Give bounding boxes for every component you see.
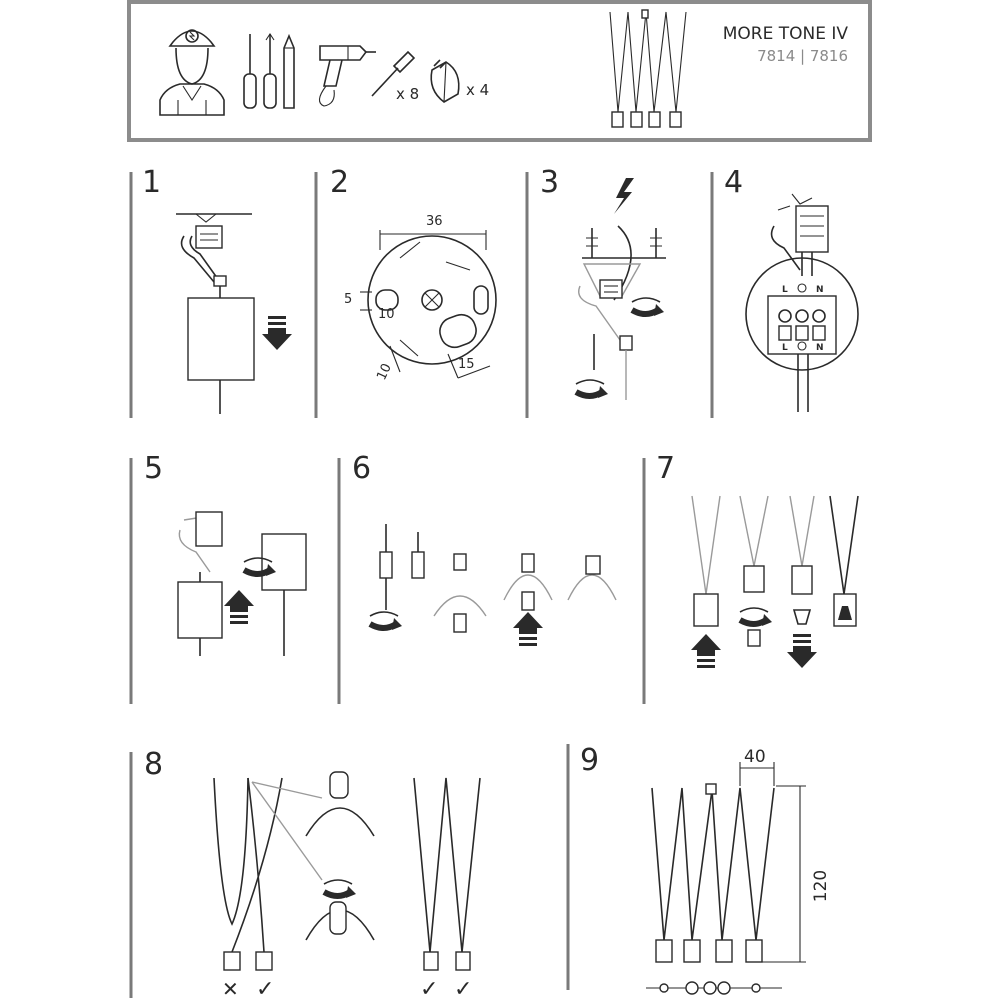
step-2 (316, 165, 496, 418)
step-number: 5 (144, 451, 164, 486)
dim-10b: 10 (374, 361, 395, 383)
up-arrow-icon (513, 612, 543, 646)
step-number: 6 (352, 451, 372, 486)
step-number: 2 (330, 165, 350, 200)
down-arrow-icon (787, 634, 817, 668)
step-1 (131, 165, 292, 418)
correct-icon: ✓ (256, 977, 275, 1000)
bulb-count: x 4 (466, 81, 490, 99)
dim-40: 40 (744, 747, 766, 767)
product-codes: 7814 | 7816 (757, 47, 848, 65)
rotate-icon (740, 608, 772, 626)
step-number: 8 (144, 747, 164, 782)
step-3 (527, 165, 666, 418)
terminal-label-l-bot: L (782, 343, 788, 353)
step-number: 3 (540, 165, 560, 200)
anchor-screw-right (650, 228, 662, 258)
ground-icon-top (798, 284, 806, 292)
correct-icon: ✓ (420, 977, 439, 1000)
step-5 (131, 451, 306, 704)
step-number: 7 (656, 451, 676, 486)
down-arrow-icon (262, 316, 292, 350)
step-8 (131, 747, 480, 1000)
dim-10a: 10 (378, 307, 395, 322)
step-number: 1 (142, 165, 162, 200)
step-number: 9 (580, 743, 600, 778)
dim-5: 5 (344, 292, 353, 307)
step-number: 4 (724, 165, 744, 200)
terminal-label-l-top: L (782, 285, 788, 295)
rotate-icon (324, 880, 356, 898)
step-7 (644, 451, 858, 704)
terminal-label-n-top: N (816, 285, 824, 295)
dim-15: 15 (458, 357, 475, 372)
electricity-warning-icon (614, 178, 634, 214)
rotate-icon (370, 612, 402, 630)
rotate-icon (576, 380, 608, 398)
up-arrow-icon (224, 590, 254, 624)
terminal-label-n-bot: N (816, 343, 824, 353)
header-panel (129, 2, 870, 140)
anchor-screw-left (586, 228, 598, 258)
step-4 (712, 165, 858, 418)
screw-count: x 8 (396, 85, 420, 103)
correct-icon: ✓ (454, 977, 473, 1000)
wrong-icon: ✕ (222, 977, 239, 1000)
canopy-layout (646, 982, 782, 994)
step-9 (568, 743, 831, 994)
product-name: MORE TONE IV (722, 24, 848, 44)
up-arrow-icon (691, 634, 721, 668)
step-6 (339, 451, 616, 704)
dim-120: 120 (811, 869, 831, 903)
dim-36: 36 (426, 214, 443, 229)
